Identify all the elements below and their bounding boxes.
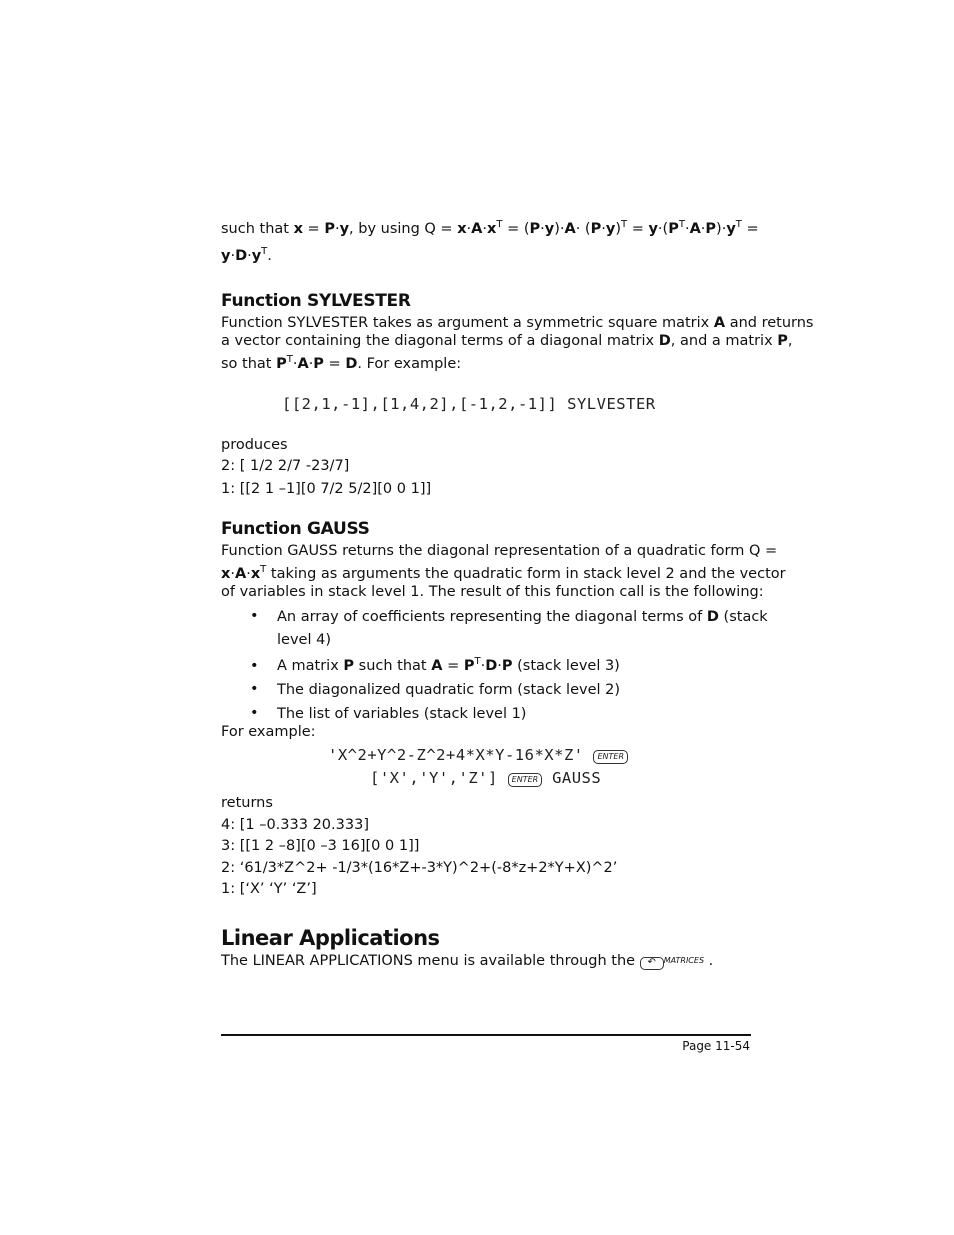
page-number: Page 11-54	[682, 1039, 750, 1053]
intro-line-1: such that x = P·y, by using $Q = x\cdot A\cdot x^T = (P\cdot y)\cdot A\cdot (P\cdot y)^T = y\cdot(P^T\cdot A\cdot P)\cdot y^T$ =	[221, 219, 759, 237]
matrices-key-label: MATRICES	[663, 956, 705, 965]
bullet-2-mid: such that	[358, 658, 427, 674]
bullet-marker: •	[250, 705, 259, 721]
sylvester-p1-text: Function SYLVESTER takes as argument a symmetric square matrix	[221, 315, 710, 331]
gauss-result-2: 2: ‘61/3*Z^2+ -1/3*(16*Z+-3*Y)^2+(-8*z+2*Y+X)^2’	[221, 860, 618, 876]
gauss-for-example: For example:	[221, 724, 316, 740]
intro-line-2: $y\cdot D\cdot y^T$.	[221, 246, 272, 264]
gauss-p2: $x\cdot A\cdot x^T$ taking as arguments the quadratic form in stack level 2 and the vector	[221, 564, 786, 582]
bullet-marker: •	[250, 608, 259, 624]
bullet-2-prefix: A matrix	[277, 658, 339, 674]
sylvester-result-1: 1: [[2 1 –1][0 7/2 5/2][0 0 1]]	[221, 481, 432, 497]
bullet-marker: •	[250, 681, 259, 697]
gauss-command-2	[370, 769, 601, 787]
gauss-result-4: 4: [1 –0.333 20.333]	[221, 817, 369, 833]
sylvester-p2	[221, 332, 793, 350]
sylvester-p2-text: a vector containing the diagonal terms of a diagonal matrix	[221, 333, 655, 349]
bullet-marker: •	[250, 658, 259, 674]
gauss-command-1	[328, 746, 628, 764]
sylvester-p1	[221, 314, 813, 332]
bullet-1-bold: D	[706, 609, 719, 625]
gauss-bullet-1	[277, 606, 768, 628]
linear-p1-text: The LINEAR APPLICATIONS menu is available through the	[221, 953, 636, 969]
gauss-bullet-1-cont: level 4)	[277, 632, 331, 648]
sylvester-command: [[2,1,-1],[1,4,2],[-1,2,-1]] SYLVESTER	[282, 395, 656, 413]
matrix-p: P	[777, 333, 788, 349]
gauss-cmd1-text: 'X^2+Y^2-Z^2+4*X*Y-16*X*Z'	[328, 746, 584, 764]
sylvester-result-2: 2: [ 1/2 2/7 -23/7]	[221, 458, 350, 474]
gauss-bullet-2: A matrix P such that $A = P^T\cdot D\cdot P$ (stack level 3)	[277, 656, 620, 674]
linear-p1-end: .	[708, 953, 714, 969]
gauss-result-3: 3: [[1 2 –8][0 –3 16][0 0 1]]	[221, 838, 420, 854]
gauss-result-1: 1: [‘X’ ‘Y’ ‘Z’]	[221, 881, 317, 897]
enter-key-icon: ENTER	[593, 750, 628, 764]
intro-prefix: such that	[221, 221, 294, 237]
gauss-p3: of variables in stack level 1. The result of this function call is the following:	[221, 584, 764, 600]
linear-p1	[221, 952, 713, 970]
matrix-d: D	[658, 333, 671, 349]
gauss-p2-text: taking as arguments the quadratic form in stack level 2 and the vector	[270, 566, 786, 582]
bullet-2-end: (stack level 3)	[517, 658, 620, 674]
gauss-p1: Function GAUSS returns the diagonal representation of a quadratic form Q =	[221, 543, 778, 559]
sylvester-p2-end: ,	[787, 333, 793, 349]
sylvester-p3: so that $P^T\cdot A\cdot P = D$. For example:	[221, 354, 462, 372]
enter-key-icon: ENTER	[508, 773, 543, 787]
bullet-1-end: (stack	[723, 609, 768, 625]
matrix-a: A	[713, 315, 726, 331]
gauss-cmd2-text: ['X','Y','Z']	[370, 769, 498, 787]
gauss-fn-name: GAUSS	[552, 769, 602, 787]
sylvester-p3-suffix: . For example:	[357, 356, 462, 372]
heading-linear-applications: Linear Applications	[221, 926, 440, 950]
gauss-bullet-4: The list of variables (stack level 1)	[277, 706, 527, 722]
sylvester-p2-mid: , and a matrix	[670, 333, 773, 349]
heading-sylvester: Function SYLVESTER	[221, 291, 411, 311]
footer-rule	[221, 1034, 751, 1036]
gauss-returns: returns	[221, 795, 273, 811]
heading-gauss: Function GAUSS	[221, 519, 370, 539]
left-shift-key-icon: ↶	[640, 957, 664, 970]
sylvester-produces: produces	[221, 437, 288, 453]
bullet-1-text: An array of coefficients representing the diagonal terms of	[277, 609, 703, 625]
sylvester-p3-prefix: so that	[221, 356, 272, 372]
gauss-bullet-3: The diagonalized quadratic form (stack level 2)	[277, 682, 621, 698]
sylvester-p1-end: and returns	[729, 315, 814, 331]
